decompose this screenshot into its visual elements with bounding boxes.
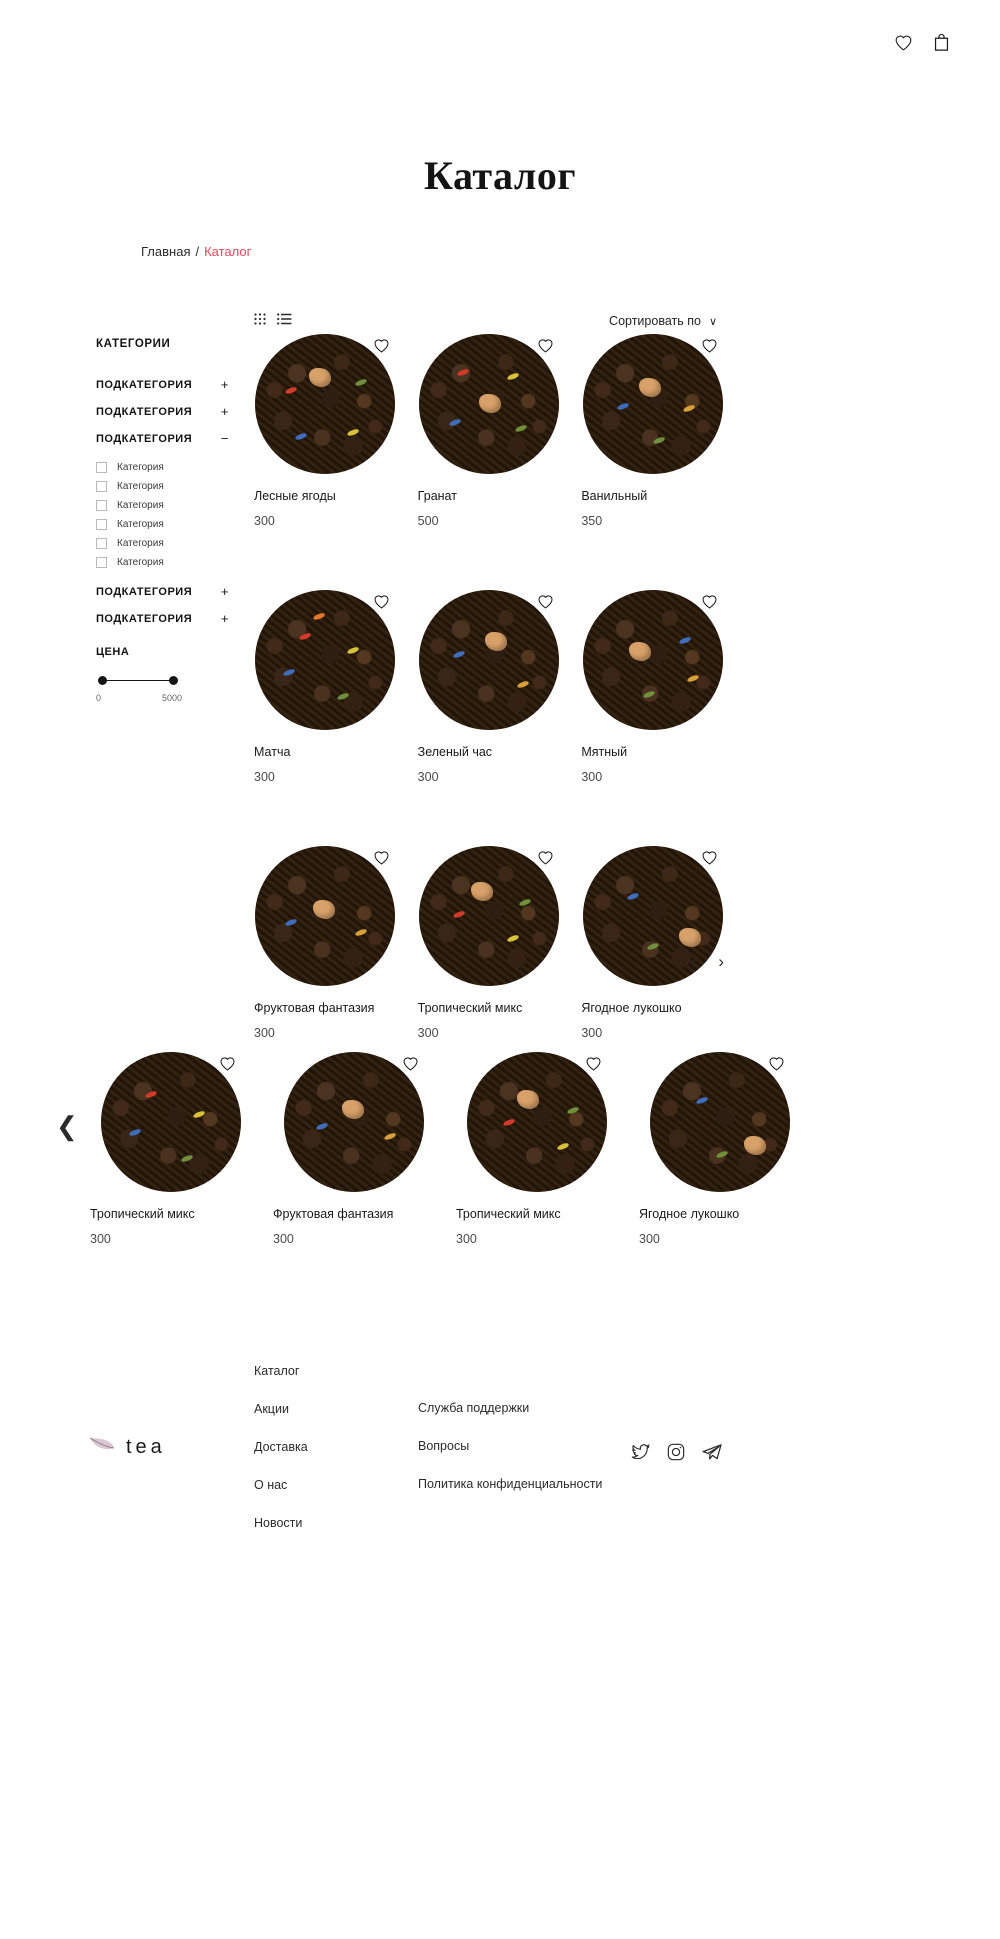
telegram-icon[interactable] [702, 1442, 722, 1462]
wishlist-heart-icon[interactable] [768, 1056, 786, 1074]
wishlist-heart-icon[interactable] [219, 1056, 237, 1074]
product-name: Лесные ягоды [254, 489, 336, 503]
bag-icon[interactable] [930, 30, 952, 54]
category-checkbox-row[interactable] [96, 477, 246, 496]
product-price: 300 [456, 1232, 477, 1246]
sidebar-subcategory-1-label: ПОДКАТЕГОРИЯ [96, 378, 193, 391]
sidebar-subcategory-5-toggle[interactable]: + [220, 611, 229, 626]
product-image-wrap [467, 1052, 607, 1192]
product-card[interactable] [418, 846, 561, 1040]
product-name: Фруктовая фантазия [273, 1207, 394, 1221]
carousel-track [90, 1052, 801, 1246]
footer-link-news[interactable]: Новости [254, 1516, 303, 1530]
wishlist-heart-icon[interactable] [585, 1056, 603, 1074]
product-price: 300 [273, 1232, 294, 1246]
product-image-wrap [419, 590, 559, 730]
footer-logo[interactable] [88, 1434, 166, 1461]
category-checkbox-row[interactable] [96, 534, 246, 553]
price-slider-max-handle[interactable] [169, 676, 178, 685]
footer-link-faq[interactable]: Вопросы [418, 1439, 470, 1453]
product-name: Тропический микс [90, 1207, 195, 1221]
category-label: Категория [117, 519, 164, 530]
product-name: Ягодное лукошко [581, 1001, 682, 1015]
product-name: Зеленый час [417, 745, 493, 759]
product-grid-row [254, 846, 724, 1040]
wishlist-heart-icon[interactable] [701, 594, 719, 612]
category-checkbox[interactable] [96, 557, 107, 568]
category-checkbox[interactable] [96, 481, 107, 492]
category-checkbox[interactable] [96, 519, 107, 530]
sort-dropdown[interactable] [609, 314, 717, 328]
sidebar-subcategory-2-label: ПОДКАТЕГОРИЯ [96, 405, 193, 418]
product-price: 300 [254, 514, 275, 528]
sidebar-subcategory-2[interactable] [96, 398, 229, 425]
price-slider-min-handle[interactable] [98, 676, 107, 685]
product-price: 300 [581, 1026, 603, 1040]
product-price: 350 [581, 514, 603, 528]
site-header [0, 0, 1000, 86]
product-image-wrap [419, 334, 559, 474]
category-checkbox-row[interactable] [96, 553, 246, 572]
product-card[interactable] [581, 590, 724, 784]
pagination-prev-button[interactable]: ‹ [690, 952, 697, 971]
heart-icon[interactable] [892, 30, 914, 54]
sidebar-subcategory-4[interactable] [96, 578, 229, 605]
pagination-controls [691, 952, 724, 972]
product-price: 500 [417, 514, 439, 528]
category-label: Категория [117, 500, 164, 511]
carousel-product-card[interactable] [273, 1052, 435, 1246]
product-name: Тропический микс [456, 1207, 561, 1221]
sidebar-subcategory-5-label: ПОДКАТЕГОРИЯ [96, 612, 193, 625]
product-card[interactable] [581, 334, 724, 528]
product-name: Гранат [417, 489, 457, 503]
product-image-wrap [255, 846, 395, 986]
list-view-icon[interactable] [277, 312, 292, 330]
wishlist-heart-icon[interactable] [373, 850, 391, 868]
pagination-next-button[interactable]: › [718, 952, 724, 971]
wishlist-heart-icon[interactable] [701, 338, 719, 356]
product-price: 300 [254, 1026, 275, 1040]
footer-link-delivery[interactable]: Доставка [254, 1440, 308, 1454]
product-card[interactable] [254, 590, 397, 784]
category-label: Категория [117, 481, 164, 492]
product-card[interactable] [254, 846, 397, 1040]
product-image-wrap [650, 1052, 790, 1192]
sidebar-subcategory-3-label: ПОДКАТЕГОРИЯ [96, 432, 193, 445]
wishlist-heart-icon[interactable] [537, 850, 555, 868]
chevron-down-icon[interactable]: ∨ [708, 315, 717, 328]
category-checkbox-list [96, 458, 246, 572]
product-grid-row [254, 590, 724, 784]
product-image-wrap [101, 1052, 241, 1192]
product-name: Ванильный [581, 489, 648, 503]
sidebar-subcategory-5[interactable] [96, 605, 229, 632]
category-checkbox[interactable] [96, 538, 107, 549]
sidebar-subcategory-3[interactable] [96, 425, 229, 452]
category-checkbox-row[interactable] [96, 458, 246, 477]
product-price: 300 [581, 770, 603, 784]
filter-sidebar [96, 338, 246, 703]
product-grid [254, 334, 724, 1040]
category-checkbox[interactable] [96, 462, 107, 473]
footer-logo-text: tea [126, 1436, 166, 1458]
price-range-slider[interactable] [98, 675, 178, 687]
product-card[interactable] [418, 590, 561, 784]
product-price: 300 [417, 1026, 439, 1040]
product-price: 300 [254, 770, 275, 784]
product-card[interactable] [581, 846, 724, 1040]
sidebar-subcategory-2-toggle[interactable]: + [220, 404, 229, 419]
instagram-icon[interactable] [666, 1442, 686, 1462]
carousel-product-card[interactable] [90, 1052, 252, 1246]
price-max-value: 5000 [161, 693, 182, 703]
breadcrumb-current: Каталог [204, 244, 252, 259]
product-card[interactable] [254, 334, 397, 528]
breadcrumb-separator: / [195, 244, 200, 259]
carousel-product-card[interactable] [639, 1052, 801, 1246]
sidebar-subcategory-3-toggle[interactable]: − [220, 431, 229, 446]
product-image-wrap [255, 590, 395, 730]
category-label: Категория [117, 462, 164, 473]
footer-column-primary [254, 1364, 308, 1554]
page-title: Каталог [423, 153, 577, 198]
product-name: Матча [254, 745, 291, 759]
product-name: Фруктовая фантазия [254, 1001, 375, 1015]
footer-social-links [630, 1442, 722, 1462]
price-slider-track [102, 680, 174, 681]
product-image-wrap [284, 1052, 424, 1192]
product-image-wrap [419, 846, 559, 986]
wishlist-heart-icon[interactable] [373, 338, 391, 356]
wishlist-heart-icon[interactable] [373, 594, 391, 612]
sidebar-subcategory-4-toggle[interactable]: + [220, 584, 229, 599]
category-checkbox[interactable] [96, 500, 107, 511]
category-checkbox-row[interactable] [96, 496, 246, 515]
sidebar-subcategory-1-toggle[interactable]: + [220, 377, 229, 392]
price-slider-labels [96, 693, 182, 703]
sidebar-title: КАТЕГОРИИ [96, 338, 171, 350]
product-image-wrap [583, 590, 723, 730]
product-image-wrap [583, 334, 723, 474]
product-grid-row [254, 334, 724, 528]
leaf-logo-icon [88, 1434, 118, 1461]
product-price: 300 [417, 770, 439, 784]
sidebar-subcategory-1[interactable] [96, 371, 229, 398]
site-footer [0, 1340, 1000, 1600]
product-price: 300 [90, 1232, 111, 1246]
footer-link-support[interactable]: Служба поддержки [418, 1401, 530, 1415]
footer-link-promos[interactable]: Акции [254, 1402, 289, 1416]
wishlist-heart-icon[interactable] [402, 1056, 420, 1074]
breadcrumb-home[interactable]: Главная [141, 244, 191, 259]
product-name: Тропический микс [417, 1001, 523, 1015]
twitter-icon[interactable] [630, 1442, 650, 1462]
header-icon-group [892, 30, 952, 54]
carousel-product-card[interactable] [456, 1052, 618, 1246]
product-name: Мятный [581, 745, 628, 759]
footer-link-catalog[interactable]: Каталог [254, 1364, 300, 1378]
category-checkbox-row[interactable] [96, 515, 246, 534]
footer-link-privacy[interactable]: Политика конфиденциальности [418, 1477, 603, 1491]
category-label: Категория [117, 557, 164, 568]
footer-link-about[interactable]: О нас [254, 1478, 288, 1492]
product-card[interactable] [418, 334, 561, 528]
carousel-prev-arrow[interactable]: ❮ [56, 1112, 78, 1141]
grid-view-icon[interactable] [254, 312, 268, 330]
sidebar-subcategory-4-label: ПОДКАТЕГОРИЯ [96, 585, 193, 598]
footer-column-secondary [418, 1401, 602, 1515]
price-filter-title: ЦЕНА [96, 646, 130, 658]
product-image-wrap [255, 334, 395, 474]
wishlist-heart-icon[interactable] [537, 338, 555, 356]
product-name: Ягодное лукошко [639, 1207, 740, 1221]
breadcrumb [141, 244, 251, 259]
category-label: Категория [117, 538, 164, 549]
sort-label: Сортировать по [609, 314, 701, 328]
wishlist-heart-icon[interactable] [537, 594, 555, 612]
wishlist-heart-icon[interactable] [701, 850, 719, 868]
price-min-value: 0 [96, 693, 102, 703]
product-price: 300 [639, 1232, 660, 1246]
